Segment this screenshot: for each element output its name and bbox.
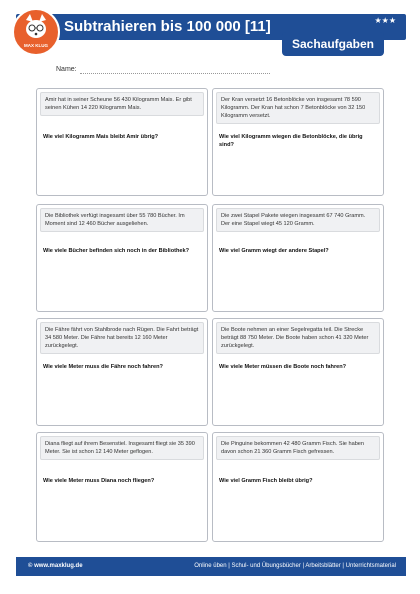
name-label: Name: — [56, 66, 77, 73]
task-text: Die Fähre fährt von Stahlbrode nach Rügen. Die Fahrt beträgt 34 580 Meter. Die Fähre hat bereits 12 160 Meter zurückgelegt. — [40, 322, 204, 354]
footer-links[interactable]: Online üben | Schul- und Übungsbücher | Arbeitsblätter | Unterrichtsmaterial — [194, 563, 396, 569]
logo-text: MAX KLUG — [24, 43, 48, 48]
footer-bar — [16, 557, 406, 576]
task-text: Die zwei Stapel Pakete wiegen insgesamt 67 740 Gramm. Der eine Stapel wiegt 45 120 Gramm. — [216, 208, 380, 232]
task-card — [36, 432, 208, 542]
task-text: Diana fliegt auf ihrem Besenstiel. Insgesamt fliegt sie 35 390 Meter. Sie ist schon 12 140 Meter geflogen. — [40, 436, 204, 460]
task-text: Die Pinguine bekommen 42 480 Gramm Fisch. Sie haben davon schon 21 360 Gramm Fisch gefressen. — [216, 436, 380, 460]
task-question: Wie viel Gramm wiegt der andere Stapel? — [219, 248, 329, 254]
task-text: Die Bibliothek verfügt insgesamt über 55 780 Bücher. Im Moment sind 12 460 Bücher ausgeliehen. — [40, 208, 204, 232]
task-card — [36, 204, 208, 312]
name-line[interactable] — [80, 73, 270, 74]
task-card — [212, 204, 384, 312]
task-question: Wie viele Meter muss die Fähre noch fahren? — [43, 364, 163, 370]
page-title: Subtrahieren bis 100 000 [11] — [64, 18, 271, 35]
task-card — [36, 318, 208, 426]
task-card — [212, 318, 384, 426]
task-question: Wie viel Gramm Fisch bleibt übrig? — [219, 478, 313, 484]
task-card — [36, 88, 208, 196]
task-card — [212, 432, 384, 542]
task-question: Wie viele Bücher befinden sich noch in der Bibliothek? — [43, 248, 190, 254]
task-text: Die Boote nehmen an einer Segelregatta teil. Die Strecke beträgt 88 750 Meter. Die Boote haben schon 41 320 Meter zurückgelegt. — [216, 322, 380, 354]
category-badge: Sachaufgaben — [282, 32, 384, 56]
task-question: Wie viele Meter müssen die Boote noch fahren? — [219, 364, 347, 370]
fox-logo-icon — [12, 8, 60, 56]
task-text: Der Kran versetzt 16 Betonblöcke von insgesamt 78 590 Kilogramm. Der Kran hat schon 7 Betonblöcke von 32 150 Kilogramm versetzt. — [216, 92, 380, 124]
task-question: Wie viele Meter muss Diana noch fliegen? — [43, 478, 155, 484]
difficulty-stars: ★★★ — [374, 16, 396, 25]
task-text: Amir hat in seiner Scheune 56 430 Kilogramm Mais. Er gibt seinen Kühen 14 220 Kilogramm Mais. — [40, 92, 204, 116]
footer-copyright[interactable]: © www.maxklug.de — [28, 563, 83, 569]
task-question: Wie viel Kilogramm wiegen die Betonblöcke, die übrig sind? — [219, 134, 363, 148]
task-question: Wie viel Kilogramm Mais bleibt Amir übrig? — [43, 134, 159, 140]
task-card — [212, 88, 384, 196]
